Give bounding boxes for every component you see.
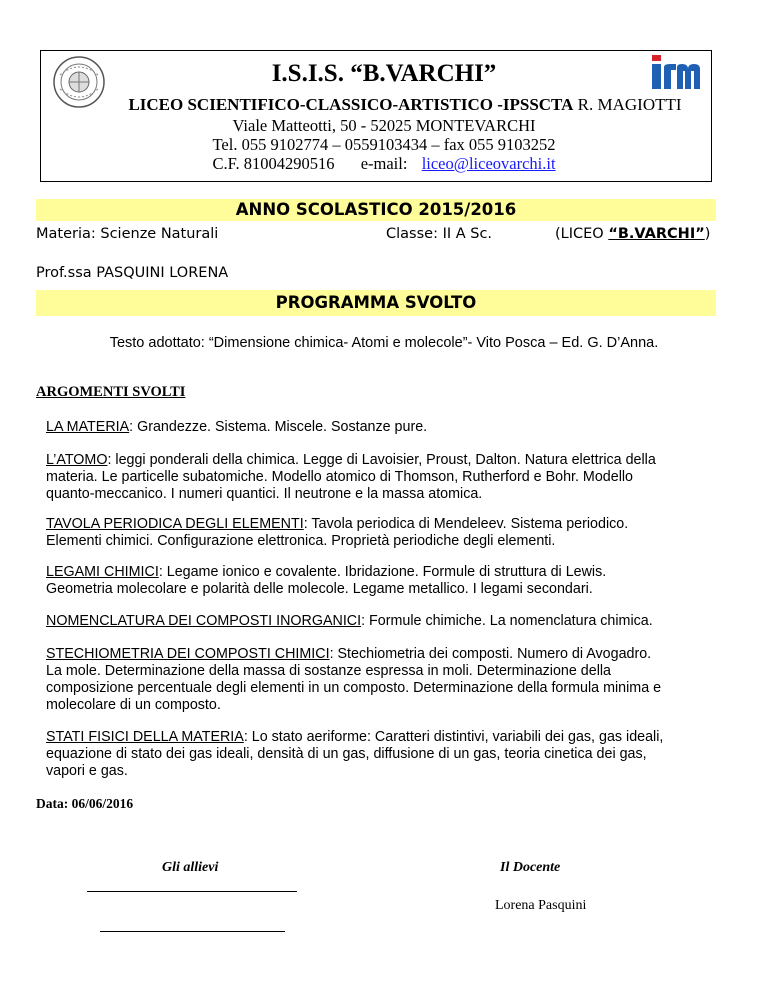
topic-title: L’ATOMO [46, 452, 108, 468]
document-date: Data: 06/06/2016 [36, 796, 134, 811]
topic-stechiometria: STECHIOMETRIA DEI COMPOSTI CHIMICI: Stechiometria dei composti. Numero di Avogadro. La mole. Determinazione della massa di sostanze espressa in moli. Determinazione della composizione percentuale degli elementi in un composto. Determinazione della formula minima e molecolare di un composto. [46, 646, 662, 713]
textbook-note: Testo adottato: “Dimensione chimica- Atomi e molecole”- Vito Posca – Ed. G. D’Anna. [109, 335, 659, 351]
topic-title: STATI FISICI DELLA MATERIA [46, 729, 244, 745]
email-link[interactable]: liceo@liceovarchi.it [421, 154, 556, 173]
topic-title: TAVOLA PERIODICA DEGLI ELEMENTI [46, 516, 304, 532]
email-label: e-mail: [360, 154, 408, 173]
liceo-suffix: ) [704, 226, 711, 242]
topic-title: NOMENCLATURA DEI COMPOSTI INORGANICI [46, 613, 362, 629]
student-signature-line [100, 931, 285, 932]
liceo-label [555, 226, 710, 242]
school-subtitle [100, 95, 710, 115]
topics-heading: ARGOMENTI SVOLTI [36, 384, 186, 400]
school-contacts [0, 154, 768, 174]
class: Classe: II A Sc. [386, 226, 493, 242]
liceo-prefix: (LICEO [555, 226, 609, 242]
teacher-signature: Lorena Pasquini [495, 898, 587, 913]
student-signature-line [87, 891, 297, 892]
topic-legami-chimici: LEGAMI CHIMICI: Legame ionico e covalente. Ibridazione. Formule di struttura di Lewis. Geometria molecolare e polarità delle molecole. Legame metallico. I legami secondari. [46, 564, 607, 597]
students-label: Gli allievi [162, 860, 219, 875]
teacher-name: Prof.ssa PASQUINI LORENA [36, 265, 229, 281]
school-subtitle-normal: R. MAGIOTTI [573, 95, 682, 114]
topic-nomenclatura: NOMENCLATURA DEI COMPOSTI INORGANICI: Formule chimiche. La nomenclatura chimica. [46, 613, 653, 629]
topic-stati-fisici: STATI FISICI DELLA MATERIA: Lo stato aeriforme: Caratteri distintivi, variabili dei gas, gas ideali, equazione di stato dei gas ideali, densità di un gas, diffusione di un gas, teoria cinetica dei gas, vapori e gas. [46, 729, 664, 779]
topic-materia: LA MATERIA: Grandezze. Sistema. Miscele. Sostanze pure. [46, 419, 428, 435]
topic-atomo: L’ATOMO: leggi ponderali della chimica. Legge di Lavoisier, Proust, Dalton. Natura elettrica della materia. Le particelle subatomiche. Modello atomico di Thomson, Rutherford e Bohr. Modello quanto-meccanico. I numeri quantici. Il neutrone e la massa atomica. [46, 452, 656, 502]
teacher-label: Il Docente [500, 860, 561, 875]
topic-title: LEGAMI CHIMICI [46, 564, 159, 580]
program-title-banner: PROGRAMMA SVOLTO [36, 290, 716, 316]
topic-title: STECHIOMETRIA DEI COMPOSTI CHIMICI [46, 646, 330, 662]
school-address: Viale Matteotti, 50 - 52025 MONTEVARCHI [232, 116, 536, 135]
school-phone: Tel. 055 9102774 – 0559103434 – fax 055 9103252 [212, 135, 556, 154]
subject: Materia: Scienze Naturali [36, 226, 219, 242]
school-subtitle-bold: LICEO SCIENTIFICO-CLASSICO-ARTISTICO -IPSSCTA [128, 95, 574, 114]
topic-title: LA MATERIA [46, 419, 130, 435]
school-name: I.S.I.S. “B.VARCHI” [271, 60, 497, 87]
topic-tavola-periodica: TAVOLA PERIODICA DEGLI ELEMENTI: Tavola periodica di Mendeleev. Sistema periodico. Elementi chimici. Configurazione elettronica. Proprietà periodiche degli elementi. [46, 516, 629, 549]
tax-code: C.F. 81004290516 [212, 154, 335, 173]
school-year-banner: ANNO SCOLASTICO 2015/2016 [36, 199, 716, 221]
liceo-name: “B.VARCHI” [608, 226, 705, 242]
